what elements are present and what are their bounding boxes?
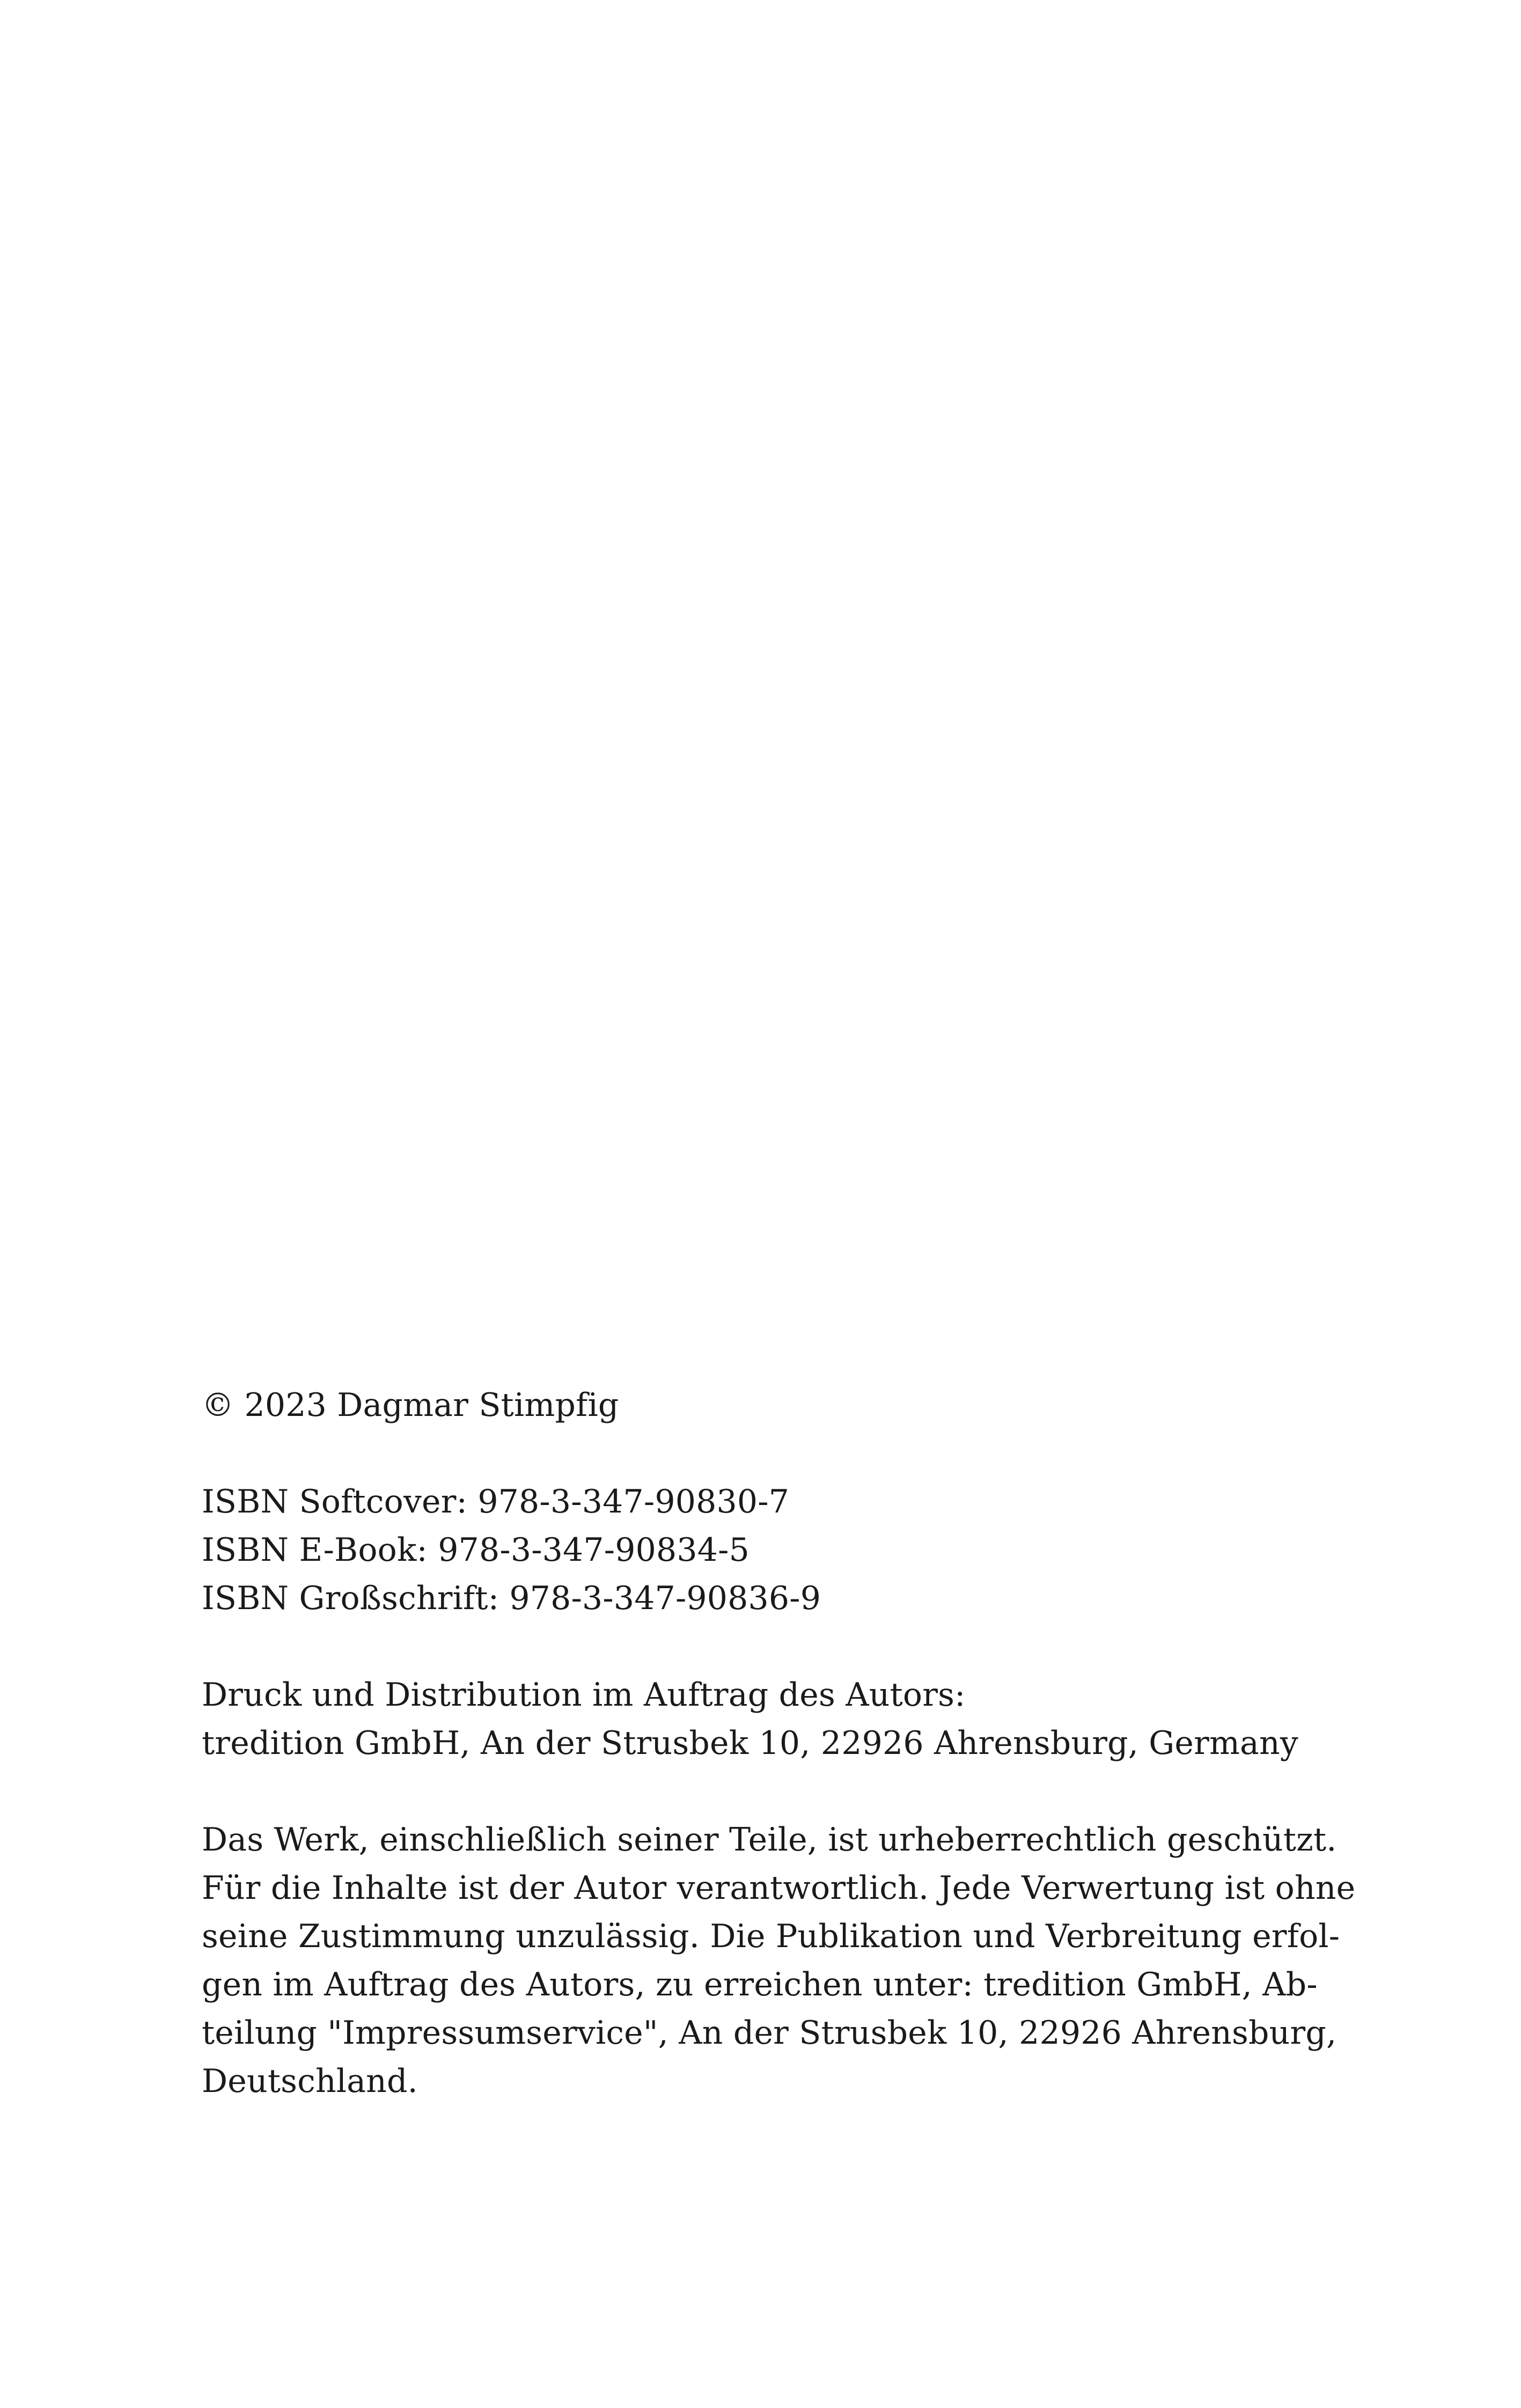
isbn-ebook: ISBN E-Book: 978-3-347-90834-5 <box>202 1531 750 1569</box>
isbn-list <box>202 1478 1350 1623</box>
distribution-info <box>202 1671 1350 1767</box>
isbn-large-print: ISBN Großschrift: 978-3-347-90836-9 <box>202 1580 821 1617</box>
spacer <box>202 1429 1350 1478</box>
copyright-line: © 2023 Dagmar Stimpfig <box>202 1386 619 1424</box>
copyright-notice <box>202 1381 1350 1429</box>
isbn-softcover: ISBN Softcover: 978-3-347-90830-7 <box>202 1483 790 1521</box>
spacer <box>202 1767 1350 1816</box>
legal-line: gen im Auftrag des Autors, zu erreichen unter: tredition GmbH, Ab- <box>202 1966 1318 2003</box>
publisher-address: tredition GmbH, An der Strusbek 10, 22926 Ahrensburg, Germany <box>202 1724 1298 1762</box>
legal-notice <box>202 1816 1356 2105</box>
legal-line: teilung "Impressumservice", An der Strusbek 10, 22926 Ahrensburg, <box>202 2014 1337 2052</box>
legal-line: Deutschland. <box>202 2062 418 2100</box>
distribution-line: Druck und Distribution im Auftrag des Autors: <box>202 1676 966 1714</box>
spacer <box>202 1623 1350 1671</box>
legal-line: Für die Inhalte ist der Autor verantwortlich. Jede Verwertung ist ohne <box>202 1869 1356 1907</box>
legal-line: seine Zustimmung unzulässig. Die Publikation und Verbreitung erfol- <box>202 1918 1340 1955</box>
legal-line: Das Werk, einschließlich seiner Teile, ist urheberrechtlich geschützt. <box>202 1821 1337 1859</box>
imprint-block <box>202 1381 1356 2105</box>
